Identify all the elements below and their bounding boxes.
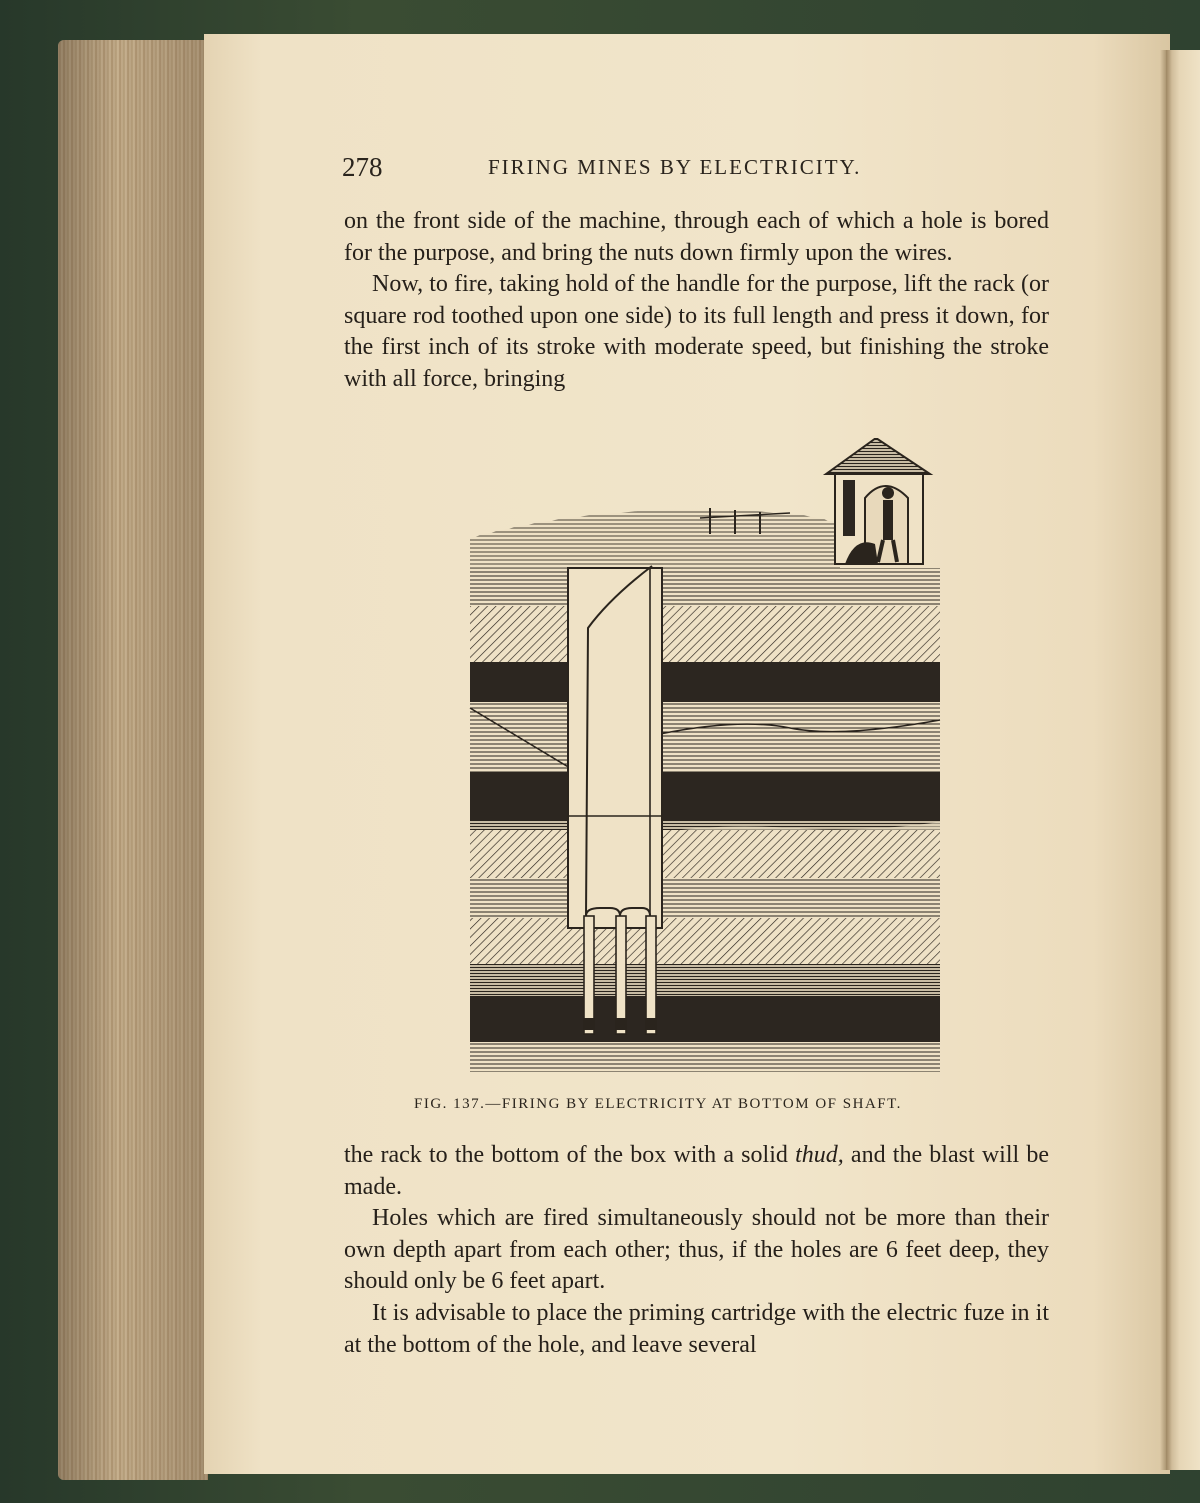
paragraph-blast [344,1140,1049,1203]
running-head [342,150,1032,184]
firing-hut [826,438,930,564]
paragraph-priming: It is advisable to place the priming cartridge with the electric fuze in it at the bottom of the hole, and leave several [344,1299,1049,1358]
text-bottom [344,1140,1049,1361]
blast-text-start: the rack to the bottom of the box with a solid [344,1142,796,1168]
mine-shaft-illustration [460,438,950,1078]
paragraph-holes: Holes which are fired simultaneously should not be more than their own depth apart from each other; thus, if the holes are 6 feet deep, they should only be 6 feet apart. [344,1205,1049,1295]
paragraph-continuation: on the front side of the machine, through each of which a hole is bored for the purpose, and bring the nuts down firmly upon the wires. [344,208,1049,266]
page-number: 278 [342,152,383,182]
thud-italic: thud, [795,1142,844,1168]
figure-caption: FIG. 137.—FIRING BY ELECTRICITY AT BOTTOM OF SHAFT. [414,1096,902,1112]
rock-strata [470,568,940,1072]
running-title: FIRING MINES BY ELECTRICITY. [488,155,862,179]
paragraph-firing: Now, to fire, taking hold of the handle for the purpose, lift the rack (or square rod toothed upon one side) to its full length and press it down, for the first inch of its stroke with moderate speed, but finishing the stroke with all force, bringing [344,271,1049,392]
text-top [344,206,1049,396]
page-edges-shade [58,40,208,1480]
ground-surface [470,508,840,568]
gutter-shadow [1160,50,1172,1470]
blast-text-end: and the blast will be made. [344,1142,1049,1200]
